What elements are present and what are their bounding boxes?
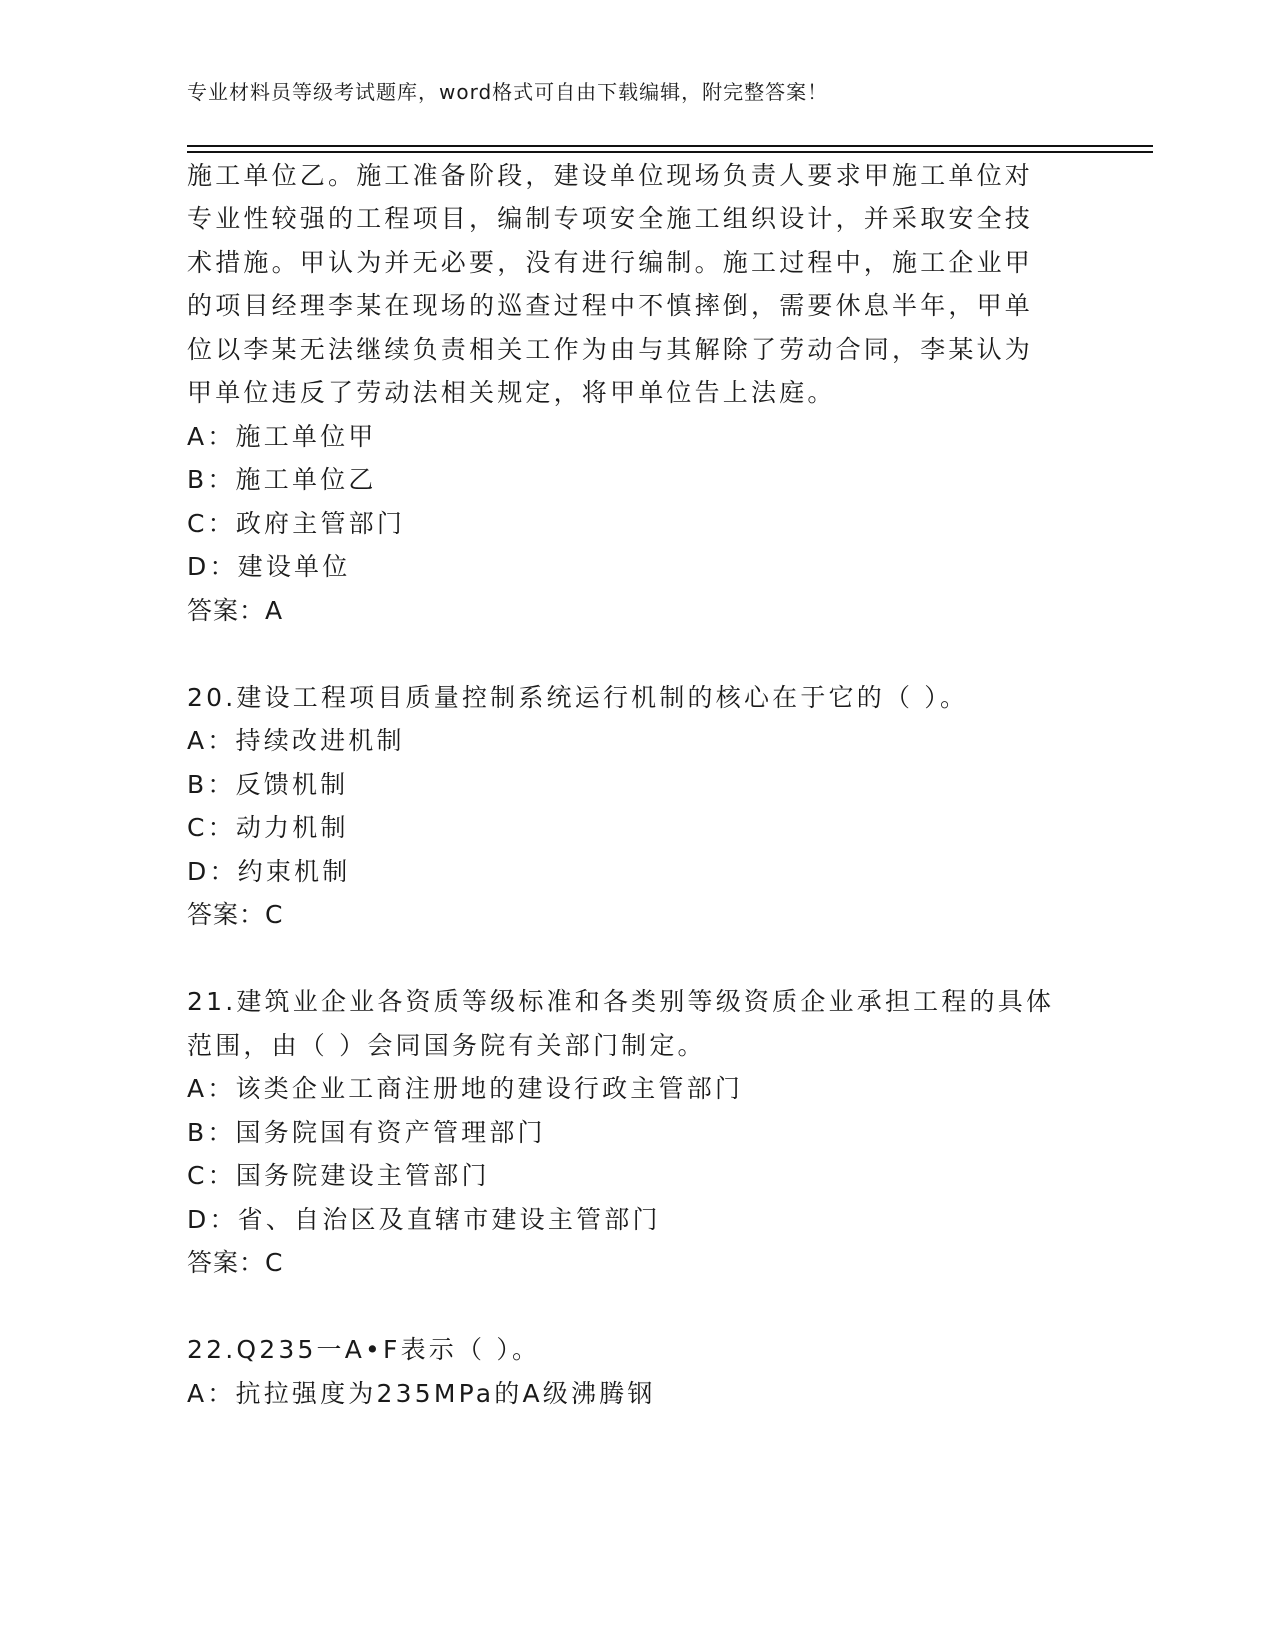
q21-answer: 答案：C bbox=[187, 1248, 284, 1277]
q19-stem-line: 施工单位乙。施工准备阶段，建设单位现场负责人要求甲施工单位对 bbox=[187, 161, 1034, 190]
q20-stem: 20.建设工程项目质量控制系统运行机制的核心在于它的（ ）。 bbox=[187, 683, 969, 712]
q21-option-a: A：该类企业工商注册地的建设行政主管部门 bbox=[187, 1074, 744, 1103]
q19-stem-line: 术措施。甲认为并无必要，没有进行编制。施工过程中，施工企业甲 bbox=[187, 248, 1034, 277]
q20-option-a: A：持续改进机制 bbox=[187, 726, 405, 755]
q19-answer: 答案：A bbox=[187, 596, 284, 625]
q21-option-d: D：省、自治区及直辖市建设主管部门 bbox=[187, 1205, 661, 1234]
q21-option-b: B：国务院国有资产管理部门 bbox=[187, 1118, 546, 1147]
q19-option-a: A：施工单位甲 bbox=[187, 422, 377, 451]
q19-stem-line: 甲单位违反了劳动法相关规定，将甲单位告上法庭。 bbox=[187, 378, 836, 407]
q19-stem-line: 专业性较强的工程项目，编制专项安全施工组织设计，并采取安全技 bbox=[187, 204, 1034, 233]
header-rule-top bbox=[187, 145, 1153, 147]
q21-stem-line: 范围，由（ ）会同国务院有关部门制定。 bbox=[187, 1031, 706, 1060]
q19-option-c: C：政府主管部门 bbox=[187, 509, 406, 538]
q19-option-d: D：建设单位 bbox=[187, 552, 351, 581]
q20-option-b: B：反馈机制 bbox=[187, 770, 349, 799]
q21-option-c: C：国务院建设主管部门 bbox=[187, 1161, 490, 1190]
header-rule-bottom bbox=[187, 151, 1153, 153]
page-header: 专业材料员等级考试题库，word格式可自由下载编辑，附完整答案！ bbox=[187, 80, 829, 104]
q20-option-c: C：动力机制 bbox=[187, 813, 349, 842]
q22-option-a: A：抗拉强度为235MPa的A级沸腾钢 bbox=[187, 1379, 656, 1408]
q20-option-d: D：约束机制 bbox=[187, 857, 351, 886]
q21-stem-line: 21.建筑业企业各资质等级标准和各类别等级资质企业承担工程的具体 bbox=[187, 987, 1055, 1016]
q20-answer: 答案：C bbox=[187, 900, 284, 929]
q19-stem-line: 位以李某无法继续负责相关工作为由与其解除了劳动合同，李某认为 bbox=[187, 335, 1034, 364]
q22-stem: 22.Q235一A•F表示（ ）。 bbox=[187, 1335, 541, 1364]
q19-stem-line: 的项目经理李某在现场的巡查过程中不慎摔倒，需要休息半年，甲单 bbox=[187, 291, 1034, 320]
q19-option-b: B：施工单位乙 bbox=[187, 465, 377, 494]
